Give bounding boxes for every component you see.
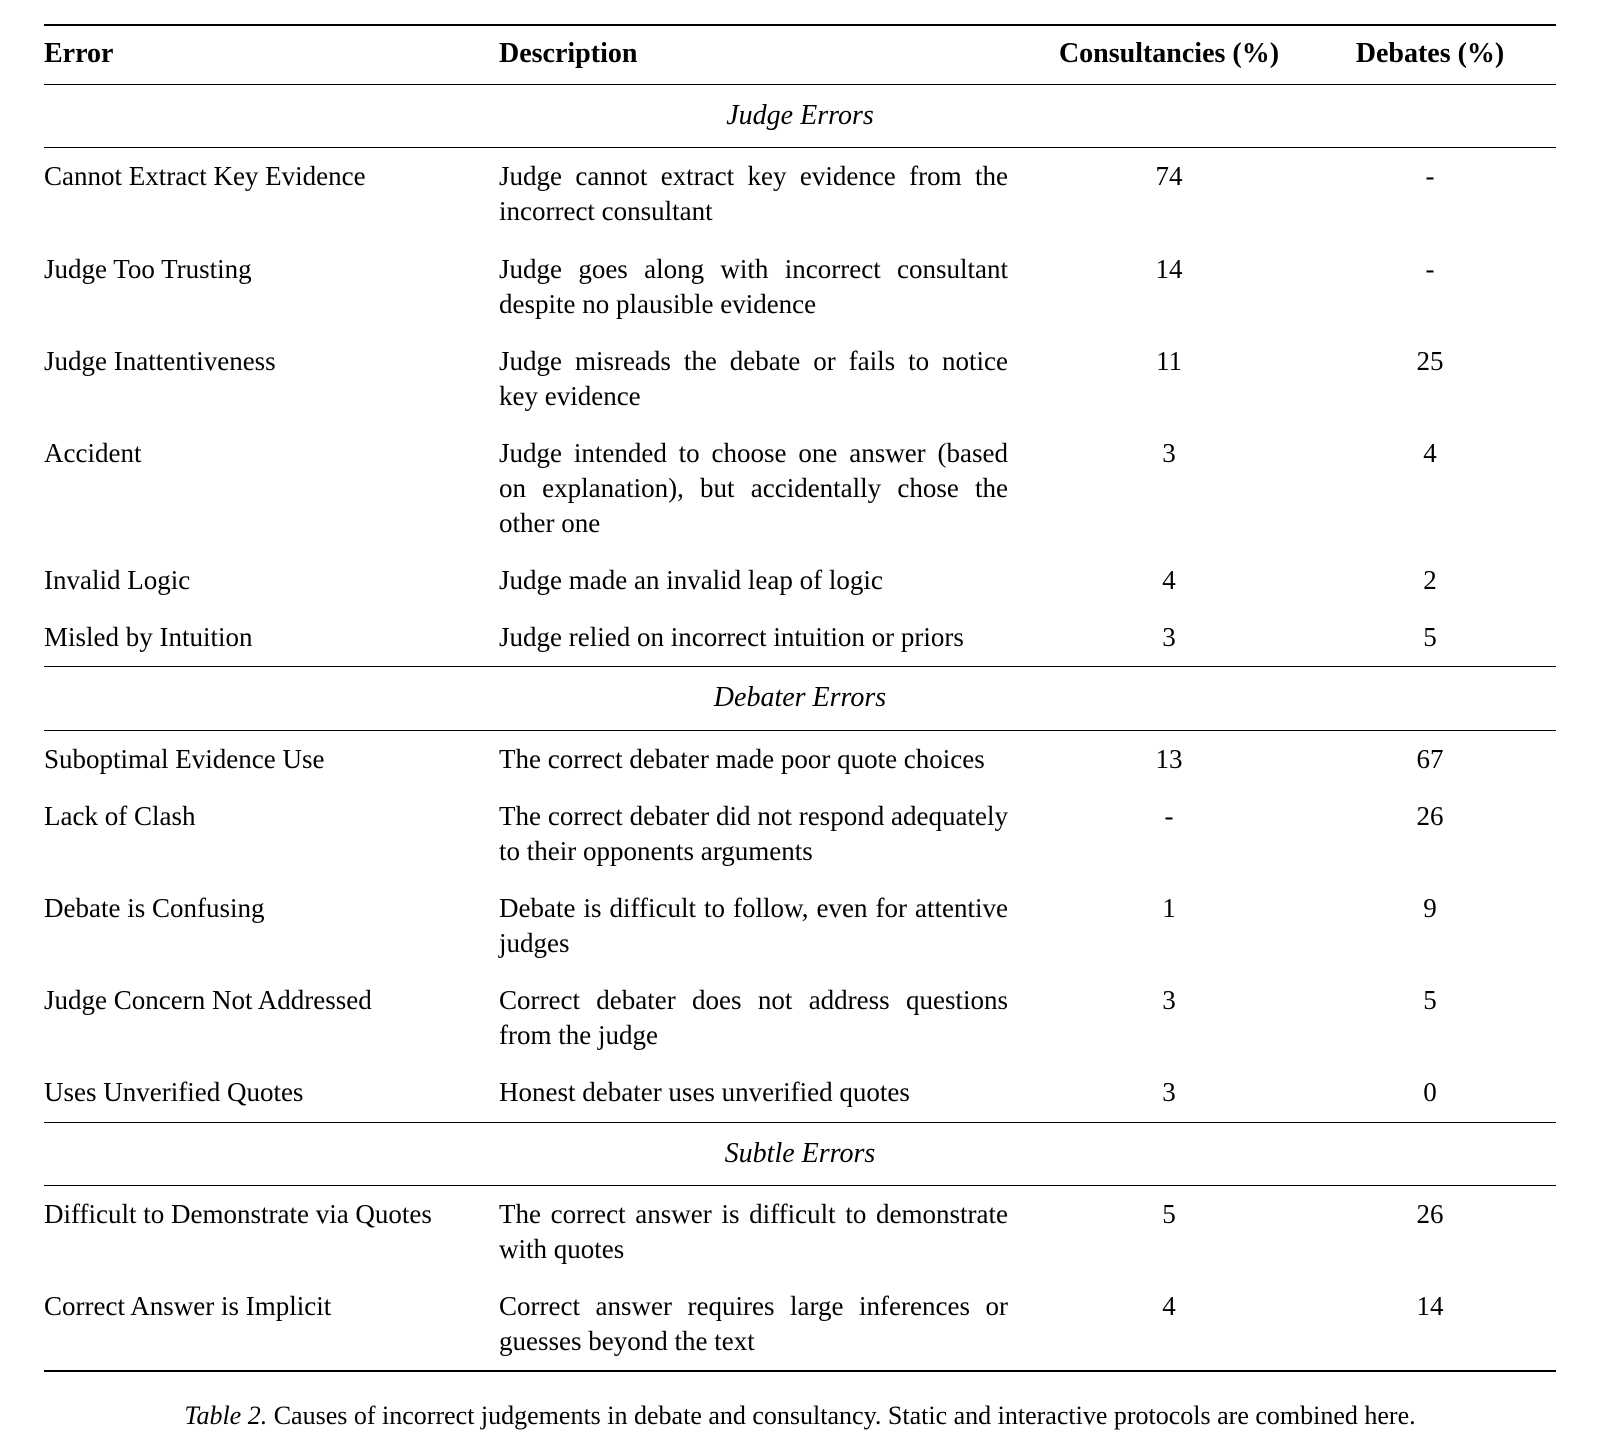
column-header-consultancies: Consultancies (%) [1058,38,1280,69]
row-debates: - [1425,161,1435,192]
row-debates: 14 [1416,1291,1444,1322]
row-error: Misled by Intuition [44,622,253,653]
row-description: The correct answer is difficult to demonstrate with quotes [499,1198,1008,1265]
row-consultancies: 1 [1162,893,1176,924]
row-description: Judge made an invalid leap of logic [499,565,883,596]
row-debates: 67 [1416,743,1444,774]
row-consultancies: 5 [1162,1198,1176,1229]
table-row [44,880,1556,972]
row-consultancies: - [1164,800,1174,831]
row-debates: - [1425,253,1435,284]
row-consultancies: 13 [1155,743,1183,774]
row-error: Lack of Clash [44,800,196,831]
table-header-row [44,26,1556,85]
table-row [44,972,1556,1064]
row-description: The correct debater made poor quote choices [499,743,985,774]
section-header-row [44,85,1556,148]
row-debates: 26 [1416,1198,1444,1229]
row-description: Debate is difficult to follow, even for attentive judges [499,893,1008,959]
table-row [44,552,1556,609]
section-title-judge-errors: Judge Errors [726,100,874,131]
row-description: Correct debater does not address questions from the judge [499,985,1008,1051]
error-taxonomy-table [44,24,1556,1372]
row-consultancies: 3 [1162,1077,1176,1108]
row-error: Judge Concern Not Addressed [44,985,372,1016]
row-consultancies: 3 [1162,437,1176,468]
row-error: Suboptimal Evidence Use [44,743,325,774]
row-consultancies: 11 [1156,345,1182,376]
row-error: Invalid Logic [44,565,191,596]
row-error: Accident [44,437,142,468]
row-consultancies: 74 [1155,161,1183,192]
row-debates: 26 [1416,800,1444,831]
row-description: The correct debater did not respond adequately to their opponents arguments [499,800,1008,866]
table-row [44,788,1556,880]
row-description: Honest debater uses unverified quotes [499,1077,910,1108]
table-row [44,609,1556,667]
row-consultancies: 14 [1155,253,1183,284]
table-row [44,425,1556,552]
section-title-subtle-errors: Subtle Errors [724,1137,876,1169]
row-debates: 25 [1416,345,1444,376]
row-consultancies: 4 [1162,1291,1176,1322]
row-error: Correct Answer is Implicit [44,1291,332,1322]
row-debates: 9 [1423,893,1437,924]
row-description: Judge intended to choose one answer (based on explanation), but accidentally chose the other one [499,437,1008,539]
row-error: Cannot Extract Key Evidence [44,161,366,192]
row-error: Uses Unverified Quotes [44,1077,304,1108]
bottom-rule [44,1371,1556,1372]
table-row [44,241,1556,333]
section-header-row [44,667,1556,730]
row-description: Judge goes along with incorrect consultant despite no plausible evidence [499,253,1008,319]
row-consultancies: 4 [1162,565,1176,596]
row-description: Judge relied on incorrect intuition or priors [499,622,964,653]
row-error: Judge Too Trusting [44,253,252,284]
row-consultancies: 3 [1162,622,1176,653]
column-header-error: Error [44,38,114,69]
caption-text: Causes of incorrect judgements in debate and consultancy. Static and interactive protocols are combined here. [267,1401,1416,1431]
row-error: Judge Inattentiveness [44,345,276,376]
section-title-debater-errors: Debater Errors [713,682,887,714]
row-error: Debate is Confusing [44,893,265,924]
row-debates: 5 [1423,622,1437,653]
row-description: Judge misreads the debate or fails to notice key evidence [499,345,1008,411]
row-description: Correct answer requires large inferences or guesses beyond the text [499,1291,1008,1357]
table-row [44,731,1556,788]
table-caption [44,1398,1556,1433]
row-debates: 5 [1423,985,1437,1016]
caption-label: Table 2. [184,1401,268,1431]
table-row [44,1186,1556,1278]
row-error: Difficult to Demonstrate via Quotes [44,1198,432,1229]
row-description: Judge cannot extract key evidence from the incorrect consultant [499,161,1008,227]
table-row [44,1278,1556,1371]
table-row [44,148,1556,240]
row-consultancies: 3 [1162,985,1176,1016]
row-debates: 0 [1423,1077,1437,1108]
column-header-debates: Debates (%) [1355,38,1505,69]
section-header-row [44,1123,1556,1186]
column-header-description: Description [499,38,638,69]
table-row [44,1064,1556,1122]
row-debates: 2 [1423,565,1437,596]
row-debates: 4 [1423,437,1437,468]
table-row [44,333,1556,425]
